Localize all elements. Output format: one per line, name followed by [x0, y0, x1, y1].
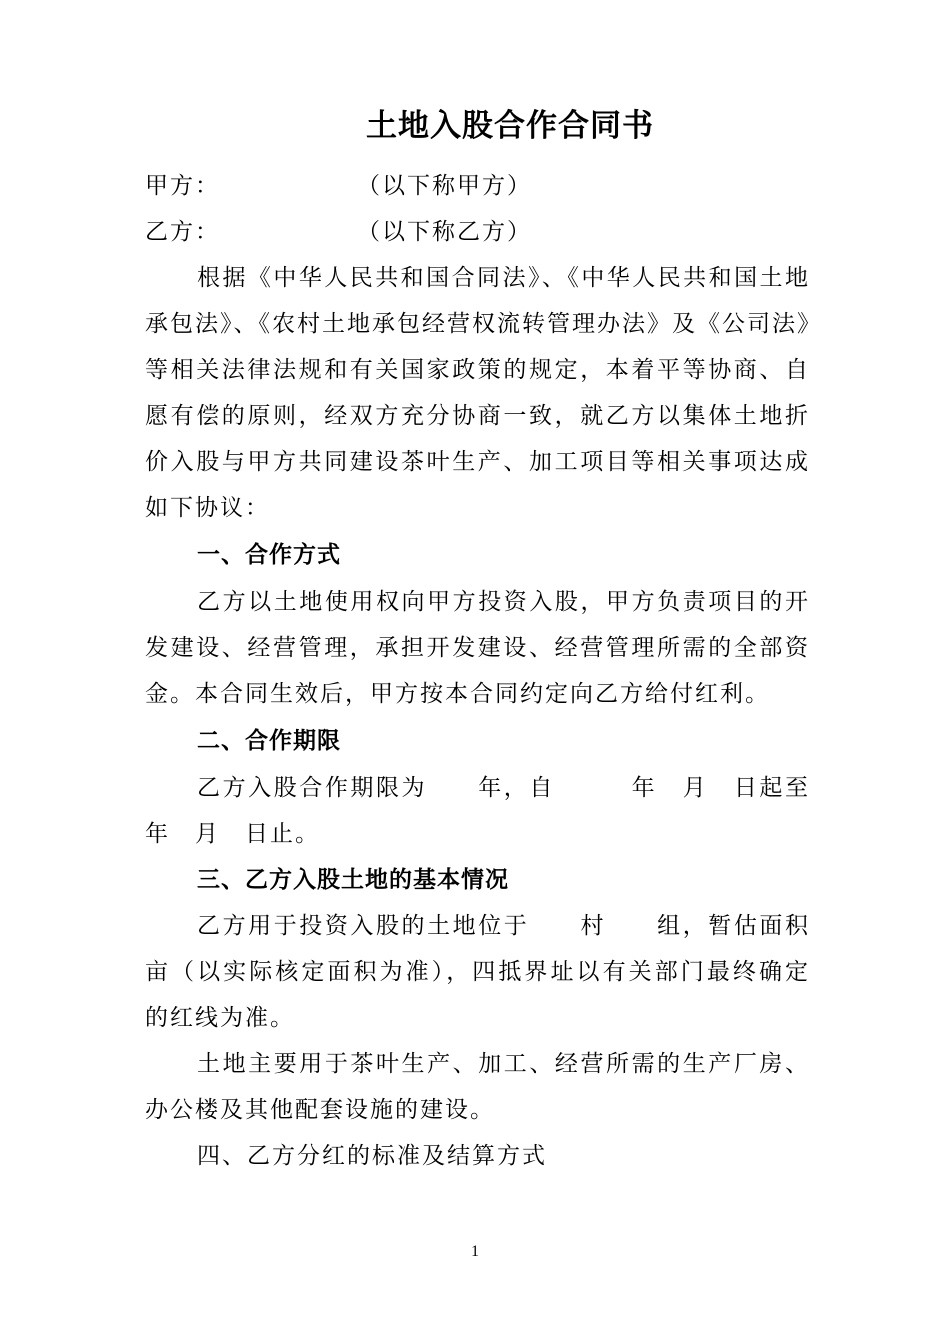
section1-line: 发建设、经营管理，承担开发建设、经营管理所需的全部资 [145, 635, 810, 661]
party-b-line [145, 209, 810, 255]
section1-line: 乙方以土地使用权向甲方投资入股，甲方负责项目的开 [197, 589, 810, 615]
section-heading-1: 一、合作方式 [197, 542, 341, 568]
intro-line: 承包法》、《农村土地承包经营权流转管理办法》及《公司法》 [145, 311, 822, 337]
section-heading-2: 二、合作期限 [197, 728, 341, 754]
section2-line: 乙方入股合作期限为 年，自 年 月 日起至 [197, 775, 810, 801]
section1-line: 金。本合同生效后，甲方按本合同约定向乙方给付红利。 [145, 681, 770, 707]
page-number: 1 [471, 1243, 479, 1260]
section3-line: 乙方用于投资入股的土地位于 村 组，暂估面积 [197, 913, 810, 939]
intro-line: 愿有偿的原则，经双方充分协商一致，就乙方以集体土地折 [145, 403, 810, 429]
party-a-line [145, 163, 810, 209]
section3-line: 土地主要用于茶叶生产、加工、经营所需的生产厂房、 [197, 1051, 810, 1077]
party-b-note: （以下称乙方） [357, 219, 532, 245]
section3-line: 的红线为准。 [145, 1005, 295, 1031]
party-a-note: （以下称甲方） [357, 173, 532, 199]
document-title: 土地入股合作合同书 [366, 108, 654, 144]
intro-line: 如下协议： [145, 495, 270, 521]
section-heading-3: 三、乙方入股土地的基本情况 [197, 867, 509, 893]
section2-line: 年 月 日止。 [145, 821, 320, 847]
intro-line: 价入股与甲方共同建设茶叶生产、加工项目等相关事项达成 [145, 449, 810, 475]
section-heading-4: 四、乙方分红的标准及结算方式 [197, 1143, 547, 1169]
party-b-label: 乙方： [145, 219, 220, 245]
intro-line: 等相关法律法规和有关国家政策的规定，本着平等协商、自 [145, 357, 810, 383]
section3-line: 亩（以实际核定面积为准），四抵界址以有关部门最终确定 [145, 959, 810, 985]
intro-line: 根据《中华人民共和国合同法》、《中华人民共和国土地 [197, 265, 810, 291]
section3-line: 办公楼及其他配套设施的建设。 [145, 1097, 495, 1123]
party-a-label: 甲方： [145, 173, 220, 199]
